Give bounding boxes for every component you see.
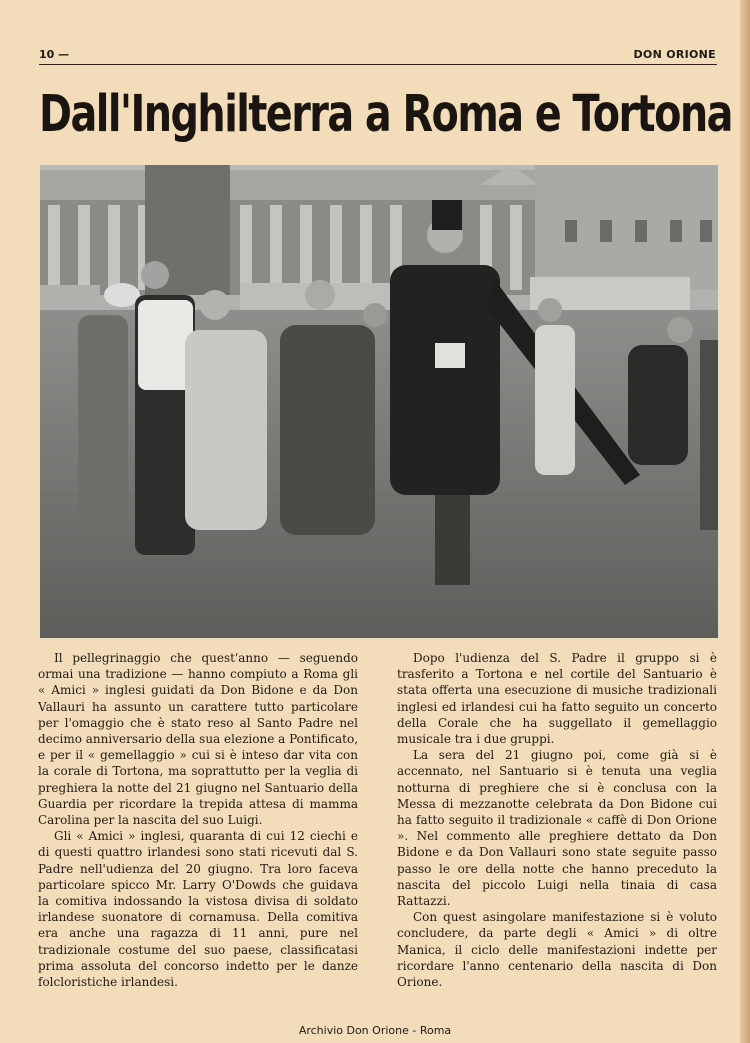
page-edge (740, 0, 750, 1043)
paragraph: Con quest asingolare manifestazione si è voluto concludere, da parte degli « Amici » di oltre Manica, il ciclo delle manifestazioni indette per ricordare l'anno centenario della nascita di Don Orione. (397, 910, 717, 990)
article-title: Dall'Inghilterra a Roma e Tortona (39, 85, 732, 144)
paragraph: Dopo l'udienza del S. Padre il gruppo si è trasferito a Tortona e nel cortile del Santuario è stata offerta una esecuzione di musiche tradizionali inglesi ed irlandesi cui ha fatto seguito un concerto della Corale che ha suggellato il gemellaggio musicale tra i due gruppi. (397, 651, 717, 747)
article-column-right (397, 650, 717, 990)
paragraph: Il pellegrinaggio che quest'anno — seguendo ormai una tradizione — hanno compiuto a Roma gli « Amici » inglesi guidati da Don Bidone e da Don Vallauri ha assunto un carattere tutto particolare per l'omaggio che è stato reso al Santo Padre nel decimo anniversario della sua elezione a Pontificato, e per il « gemellaggio » cui si è inteso dar vita con la corale di Tortona, ma soprattutto per la veglia di preghiera la notte del 21 giugno nel Santuario della Guardia per ricordare la trepida attesa di mamma Carolina per la nascita del suo Luigi. (38, 651, 359, 828)
header-rule (39, 64, 717, 65)
photograph-icon (40, 165, 718, 638)
paragraph: La sera del 21 giugno poi, come già si è accennato, nel Santuario si è tenuta una veglia notturna di preghiere che si è conclusa con la Messa di mezzanotte celebrata da Don Bidone cui ha fatto seguito il tradizionale « caffè di Don Orione ». Nel commento alle preghiere dettato da Don Bidone e da Don Vallauri sono state seguite passo passo le ore della notte che hanno preceduto la nascita del piccolo Luigi nella tinaia di casa Rattazzi. (397, 748, 717, 909)
page-number: 10 — (39, 48, 70, 61)
archive-footer: Archivio Don Orione - Roma (298, 1024, 452, 1037)
paragraph: Gli « Amici » inglesi, quaranta di cui 12 ciechi e di questi quattro irlandesi sono stati ricevuti dal S. Padre nell'udienza del 20 giugno. Tra loro faceva particolare spicco Mr. Larry O'Dowds che guidava la comitiva indossando la vistosa divisa di soldato irlandese suonatore di cornamusa. Della comitiva era anche una ragazza di 11 anni, pure nel tradizionale costume del suo paese, classificatasi prima assoluta del concorso indetto per le danze folcloristiche irlandesi. (38, 829, 358, 990)
article-column-left (38, 650, 358, 990)
magazine-name: DON ORIONE (633, 48, 716, 61)
article-photo (40, 165, 718, 638)
